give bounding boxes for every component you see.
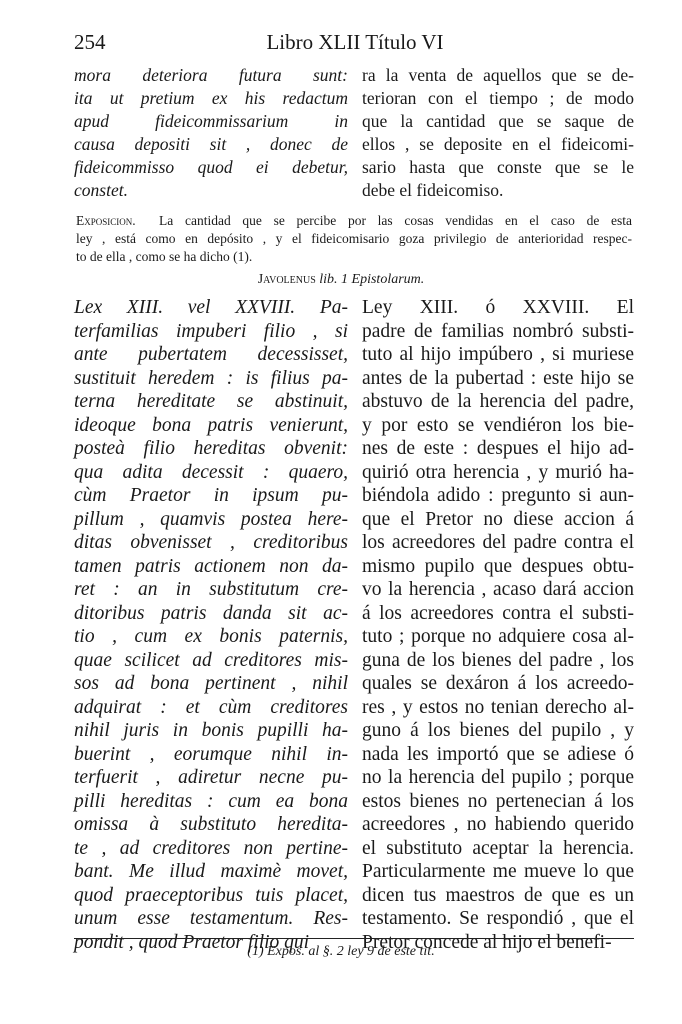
text-line: ita ut pretium ex his redactum [74, 88, 348, 108]
text-line: ellos , se deposite en el fideicomi- [362, 134, 634, 154]
text-line: nes de este : despues el hijo ad- [362, 438, 634, 459]
text-line: quae scilicet ad creditores mis- [74, 649, 348, 671]
running-title: Libro XLII Título VI [266, 30, 444, 54]
text-line: el substituto aceptar la herencia. [362, 837, 634, 859]
text-line: nada les importó que se adiese ó [362, 743, 634, 765]
text-line: estos bienes no pertenecian á los [362, 790, 634, 812]
text-line: vo la herencia , acaso dará accion [362, 579, 634, 600]
text-line: quales se dexáron á los acreedo- [362, 673, 634, 694]
attribution-work: lib. 1 Epistolarum. [319, 272, 425, 287]
text-line: guna de los bienes del padre , los [362, 649, 634, 671]
text-line: mismo pupilo que despues obtu- [362, 555, 634, 577]
text-line: qua adita decessit : quaero, [74, 461, 348, 483]
text-line: constet. [74, 180, 128, 200]
text-line: Lex XIII. vel XXVIII. Pa- [74, 297, 348, 318]
text-line: biéndola adido : pregunto si aun- [362, 485, 634, 506]
main-spanish-column [362, 296, 634, 954]
text-line: cùm Praetor in ipsum pu- [74, 485, 348, 506]
exposition-line [76, 212, 632, 230]
page-number: 254 [74, 30, 106, 54]
text-line: Particularmente me mueve lo que [362, 861, 634, 882]
text-line: apud fideicommissarium in [74, 111, 348, 131]
text-line: res , y estos no tenian derecho al- [362, 696, 634, 718]
text-line: que el Pretor no diese accion á [362, 508, 634, 530]
attribution [0, 272, 682, 288]
exposition-line: to de ella , como se ha dicho (1). [76, 249, 253, 264]
text-line: causa depositi sit , donec de [74, 134, 348, 154]
text-line: te , ad creditores non pertine- [74, 837, 348, 859]
text-line: á los acreedores contra el substi- [362, 602, 634, 624]
top-spanish-column [362, 64, 634, 202]
footnote-rule [74, 938, 634, 939]
text-line: terfuerit , adiretur necne pu- [74, 767, 348, 788]
text-line: abstuvo de la herencia del padre, [362, 391, 634, 412]
text-line: Pretor concede al hijo el benefi- [362, 931, 612, 953]
text-line: dicen tus maestros de que es un [362, 884, 634, 906]
text-line: ante pubertatem decessisset, [74, 344, 348, 365]
text-line: quod praeceptoribus tuis placet, [74, 884, 348, 906]
text-line: ret : an in substitutum cre- [74, 579, 348, 600]
text-line: unum esse testamentum. Res- [74, 908, 348, 929]
text-line: sustituit heredem : is filius pa- [74, 367, 348, 389]
text-line: tuto al hijo impúbero , si muriese [362, 344, 634, 365]
text-line: quirió otra herencia , y murió ha- [362, 461, 634, 483]
exposition-text: La cantidad que se percibe por las cosas vendidas en el caso de esta [159, 213, 632, 228]
text-line: sos ad bona pertinent , nihil [74, 673, 348, 694]
text-line: nihil juris in bonis pupilli ha- [74, 720, 348, 741]
text-line: testamento. Se respondió , que el [362, 908, 634, 929]
text-line: buerint , eorumque nihil in- [74, 743, 348, 765]
text-line: posteà filio hereditas obvenit: [74, 438, 348, 459]
text-line: fideicommisso quod ei debetur, [74, 157, 348, 177]
footnote: (1) Expos. al §. 2 ley 9 de este tit. [247, 944, 435, 959]
text-line: pillum , quamvis postea here- [74, 508, 348, 530]
text-line: pilli hereditas : cum ea bona [74, 790, 348, 812]
text-line: tamen patris actionem non da- [74, 555, 348, 577]
text-line: ideoque bona patris venierunt, [74, 414, 348, 436]
exposition-note [76, 212, 632, 266]
attribution-author: Javolenus [257, 272, 316, 287]
text-line: y por esto se vendiéron los bie- [362, 414, 634, 436]
text-line: mora deteriora futura sunt: [74, 65, 348, 85]
text-line: omissa à substituto heredita- [74, 814, 348, 835]
page-header [74, 30, 636, 60]
text-line: ra la venta de aquellos que se de- [362, 65, 634, 85]
text-line: bant. Me illud maximè movet, [74, 861, 348, 882]
text-line: antes de la pubertad : este hijo se [362, 367, 634, 389]
text-line: debe el fideicomiso. [362, 180, 504, 200]
text-line: sario hasta que conste que se le [362, 157, 634, 177]
text-line: que la cantidad que se saque de [362, 111, 634, 131]
text-line: no la herencia del pupilo ; porque [362, 767, 634, 788]
text-line: los acreedores del padre contra el [362, 532, 634, 553]
text-line: ditas obvenisset , creditoribus [74, 532, 348, 553]
text-line: terioran con el tiempo ; de modo [362, 88, 634, 108]
text-line: acreedores , no habiendo querido [362, 814, 634, 835]
text-line: guno á los bienes del pupilo , y [362, 720, 634, 741]
text-line: Ley XIII. ó XXVIII. El [362, 297, 634, 318]
text-line: adquirat : et cùm creditores [74, 696, 348, 718]
text-line: pondit , quod Praetor filio qui [74, 931, 310, 953]
text-line: terna hereditate se abstinuit, [74, 391, 348, 412]
exposition-label: Exposicion. [76, 213, 136, 228]
main-latin-column [74, 296, 348, 954]
text-line: padre de familias nombró substi- [362, 320, 634, 342]
top-latin-column [74, 64, 348, 202]
text-line: terfamilias impuberi filio , si [74, 320, 348, 342]
text-line: tio , cum ex bonis paternis, [74, 626, 348, 647]
text-line: ditoribus patris danda sit ac- [74, 602, 348, 624]
text-line: tuto ; porque no adquiere cosa al- [362, 626, 634, 647]
exposition-line: ley , está como en depósito , y el fideicomisario goza privilegio de anterioridad respec- [76, 231, 632, 246]
